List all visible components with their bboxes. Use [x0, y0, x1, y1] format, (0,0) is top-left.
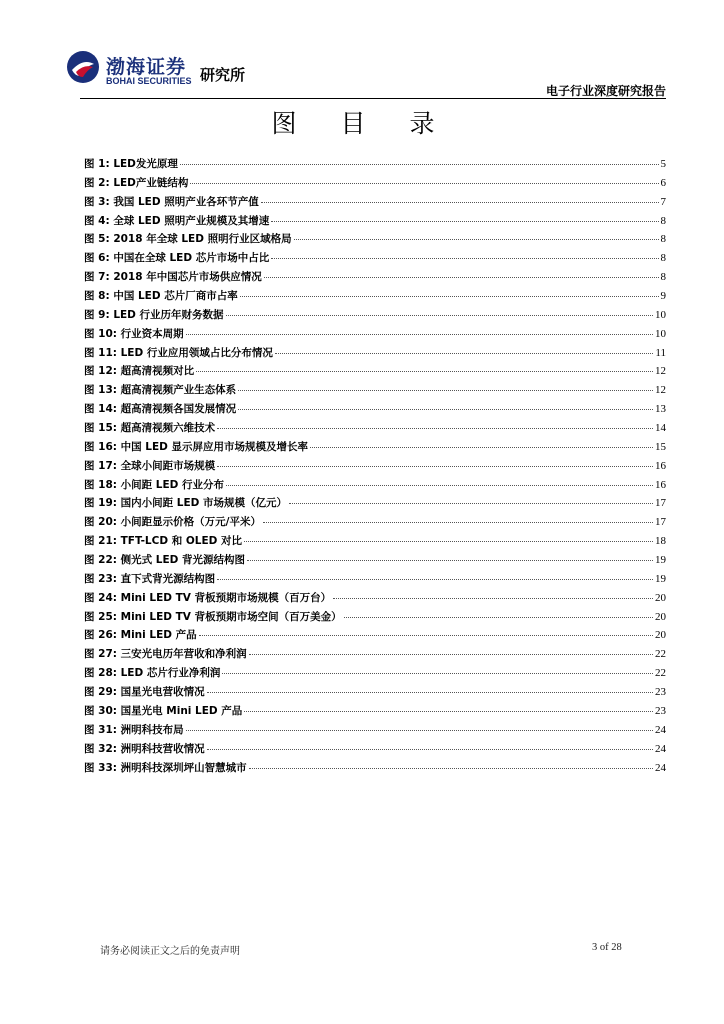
toc-leader-dots: [247, 552, 653, 561]
toc-entry-label: 图 16: 中国 LED 显示屏应用市场规模及增长率: [84, 440, 309, 453]
toc-entry[interactable]: [84, 194, 666, 213]
toc-entry-label: 图 18: 小间距 LED 行业分布: [84, 478, 225, 491]
toc-leader-dots: [244, 703, 653, 712]
toc-entry[interactable]: [84, 722, 666, 741]
toc-entry-page: 17: [655, 497, 666, 510]
toc-entry-page: 13: [655, 403, 666, 416]
toc-leader-dots: [333, 590, 653, 599]
page-header: [66, 50, 666, 100]
toc-leader-dots: [294, 231, 659, 240]
toc-entry-label: 图 29: 国星光电营收情况: [84, 686, 205, 699]
toc-entry-label: 图 13: 超高清视频产业生态体系: [84, 384, 237, 397]
toc-entry-label: 图 15: 超高清视频六维技术: [84, 422, 216, 435]
toc-entry[interactable]: [84, 269, 666, 288]
toc-entry-page: 17: [655, 516, 666, 529]
toc-leader-dots: [271, 250, 658, 259]
toc-entry-label: 图 7: 2018 年中国芯片市场供应情况: [84, 271, 262, 284]
toc-entry[interactable]: [84, 288, 666, 307]
toc-entry[interactable]: [84, 646, 666, 665]
toc-leader-dots: [244, 533, 653, 542]
toc-entry-label: 图 23: 直下式背光源结构图: [84, 572, 216, 585]
toc-entry[interactable]: [84, 175, 666, 194]
toc-leader-dots: [207, 741, 653, 750]
figure-list: [84, 156, 666, 778]
toc-entry-page: 19: [655, 554, 666, 567]
toc-leader-dots: [186, 326, 653, 335]
toc-entry[interactable]: [84, 552, 666, 571]
toc-entry-label: 图 6: 中国在全球 LED 芯片市场中占比: [84, 252, 270, 265]
toc-entry-page: 20: [655, 591, 666, 604]
toc-entry[interactable]: [84, 533, 666, 552]
toc-entry[interactable]: [84, 307, 666, 326]
toc-entry-label: 图 1: LED发光原理: [84, 158, 178, 170]
toc-entry-label: 图 8: 中国 LED 芯片厂商市占率: [84, 290, 238, 303]
toc-entry[interactable]: [84, 684, 666, 703]
toc-entry-page: 6: [660, 176, 666, 189]
toc-entry[interactable]: [84, 665, 666, 684]
research-institute-label: 研究所: [200, 66, 246, 84]
footer-disclaimer: 请务必阅读正文之后的免责声明: [100, 946, 240, 957]
toc-entry[interactable]: [84, 401, 666, 420]
logo-english-name: BOHAI SECURITIES: [106, 76, 192, 86]
toc-entry-page: 10: [655, 327, 666, 340]
toc-leader-dots: [207, 684, 653, 693]
toc-entry[interactable]: [84, 627, 666, 646]
toc-entry[interactable]: [84, 345, 666, 364]
toc-leader-dots: [289, 495, 653, 504]
report-type: 电子行业深度研究报告: [545, 84, 666, 98]
header-divider: [80, 98, 666, 99]
toc-entry[interactable]: [84, 326, 666, 345]
toc-leader-dots: [196, 363, 653, 372]
toc-entry[interactable]: [84, 231, 666, 250]
toc-entry-page: 18: [655, 535, 666, 548]
toc-leader-dots: [238, 401, 653, 410]
toc-entry[interactable]: [84, 495, 666, 514]
toc-entry-page: 20: [655, 610, 666, 623]
toc-leader-dots: [217, 458, 653, 467]
toc-leader-dots: [217, 571, 653, 580]
toc-entry-label: 图 27: 三安光电历年营收和净利润: [84, 648, 247, 661]
toc-entry-label: 图 24: Mini LED TV 背板预期市场规模（百万台）: [84, 591, 332, 604]
toc-entry-page: 5: [660, 158, 666, 170]
bohai-logo-icon: [66, 50, 100, 84]
toc-entry-label: 图 30: 国星光电 Mini LED 产品: [84, 704, 243, 717]
toc-entry-page: 16: [655, 478, 666, 491]
toc-leader-dots: [249, 646, 653, 655]
toc-leader-dots: [226, 307, 653, 316]
toc-entry-label: 图 3: 我国 LED 照明产业各环节产值: [84, 195, 259, 208]
toc-leader-dots: [263, 514, 653, 523]
toc-leader-dots: [222, 665, 653, 674]
footer-page-number: 3 of 28: [592, 942, 622, 953]
toc-entry[interactable]: [84, 590, 666, 609]
toc-leader-dots: [238, 382, 653, 391]
toc-entry-label: 图 2: LED产业链结构: [84, 176, 189, 189]
toc-entry[interactable]: [84, 760, 666, 779]
toc-entry-page: 15: [655, 440, 666, 453]
toc-leader-dots: [226, 477, 653, 486]
toc-entry[interactable]: [84, 571, 666, 590]
toc-entry-label: 图 5: 2018 年全球 LED 照明行业区域格局: [84, 233, 292, 246]
toc-leader-dots: [180, 156, 659, 165]
toc-entry-page: 9: [660, 290, 666, 303]
toc-entry[interactable]: [84, 363, 666, 382]
toc-leader-dots: [261, 194, 659, 203]
toc-entry-label: 图 19: 国内小间距 LED 市场规模（亿元）: [84, 497, 288, 510]
toc-entry-label: 图 31: 洲明科技布局: [84, 723, 184, 736]
toc-entry-label: 图 10: 行业资本周期: [84, 327, 184, 340]
toc-entry-page: 24: [655, 742, 666, 755]
toc-entry-label: 图 25: Mini LED TV 背板预期市场空间（百万美金）: [84, 610, 342, 623]
toc-entry-page: 11: [655, 346, 666, 359]
toc-leader-dots: [217, 420, 653, 429]
toc-entry[interactable]: [84, 703, 666, 722]
toc-entry-page: 8: [660, 233, 666, 246]
toc-entry-page: 23: [655, 704, 666, 717]
toc-entry-page: 7: [660, 195, 666, 208]
toc-entry-label: 图 21: TFT-LCD 和 OLED 对比: [84, 535, 243, 548]
toc-leader-dots: [249, 760, 653, 769]
toc-entry-page: 12: [655, 365, 666, 378]
toc-entry[interactable]: [84, 250, 666, 269]
toc-leader-dots: [186, 722, 653, 731]
toc-entry-label: 图 33: 洲明科技深圳坪山智慧城市: [84, 761, 247, 774]
toc-entry[interactable]: [84, 156, 666, 175]
toc-entry[interactable]: [84, 477, 666, 496]
toc-entry-label: 图 12: 超高清视频对比: [84, 365, 195, 378]
toc-entry-label: 图 28: LED 芯片行业净利润: [84, 667, 221, 680]
toc-entry-page: 23: [655, 686, 666, 699]
toc-leader-dots: [344, 609, 653, 618]
toc-entry-label: 图 4: 全球 LED 照明产业规模及其增速: [84, 214, 270, 227]
toc-entry-page: 8: [660, 252, 666, 265]
toc-leader-dots: [264, 269, 659, 278]
toc-entry[interactable]: [84, 213, 666, 232]
toc-entry[interactable]: [84, 514, 666, 533]
toc-entry-page: 8: [660, 271, 666, 284]
toc-entry-label: 图 20: 小间距显示价格（万元/平米）: [84, 516, 261, 529]
toc-entry-page: 14: [655, 422, 666, 435]
toc-entry[interactable]: [84, 420, 666, 439]
toc-entry-page: 19: [655, 572, 666, 585]
toc-entry-label: 图 9: LED 行业历年财务数据: [84, 308, 224, 321]
toc-leader-dots: [240, 288, 659, 297]
toc-entry-page: 22: [655, 648, 666, 661]
toc-entry[interactable]: [84, 609, 666, 628]
toc-entry-page: 12: [655, 384, 666, 397]
toc-entry-label: 图 22: 侧光式 LED 背光源结构图: [84, 554, 246, 567]
toc-entry-label: 图 17: 全球小间距市场规模: [84, 459, 216, 472]
toc-entry-page: 24: [655, 723, 666, 736]
toc-leader-dots: [271, 213, 658, 222]
page-title: 图 目 录: [271, 109, 453, 138]
toc-entry[interactable]: [84, 458, 666, 477]
logo-chinese-name: 渤海证券: [106, 56, 187, 78]
toc-entry-page: 10: [655, 308, 666, 321]
toc-leader-dots: [190, 175, 658, 184]
toc-entry-label: 图 32: 洲明科技营收情况: [84, 742, 205, 755]
toc-entry-page: 22: [655, 667, 666, 680]
toc-entry-page: 16: [655, 459, 666, 472]
toc-leader-dots: [310, 439, 653, 448]
toc-entry-page: 24: [655, 761, 666, 774]
toc-entry-label: 图 14: 超高清视频各国发展情况: [84, 403, 237, 416]
toc-entry-page: 20: [655, 629, 666, 642]
toc-entry-page: 8: [660, 214, 666, 227]
toc-entry[interactable]: [84, 741, 666, 760]
toc-entry-label: 图 11: LED 行业应用领域占比分布情况: [84, 346, 273, 359]
toc-leader-dots: [275, 345, 654, 354]
toc-leader-dots: [199, 627, 653, 636]
toc-entry-label: 图 26: Mini LED 产品: [84, 629, 197, 642]
toc-entry[interactable]: [84, 439, 666, 458]
toc-entry[interactable]: [84, 382, 666, 401]
